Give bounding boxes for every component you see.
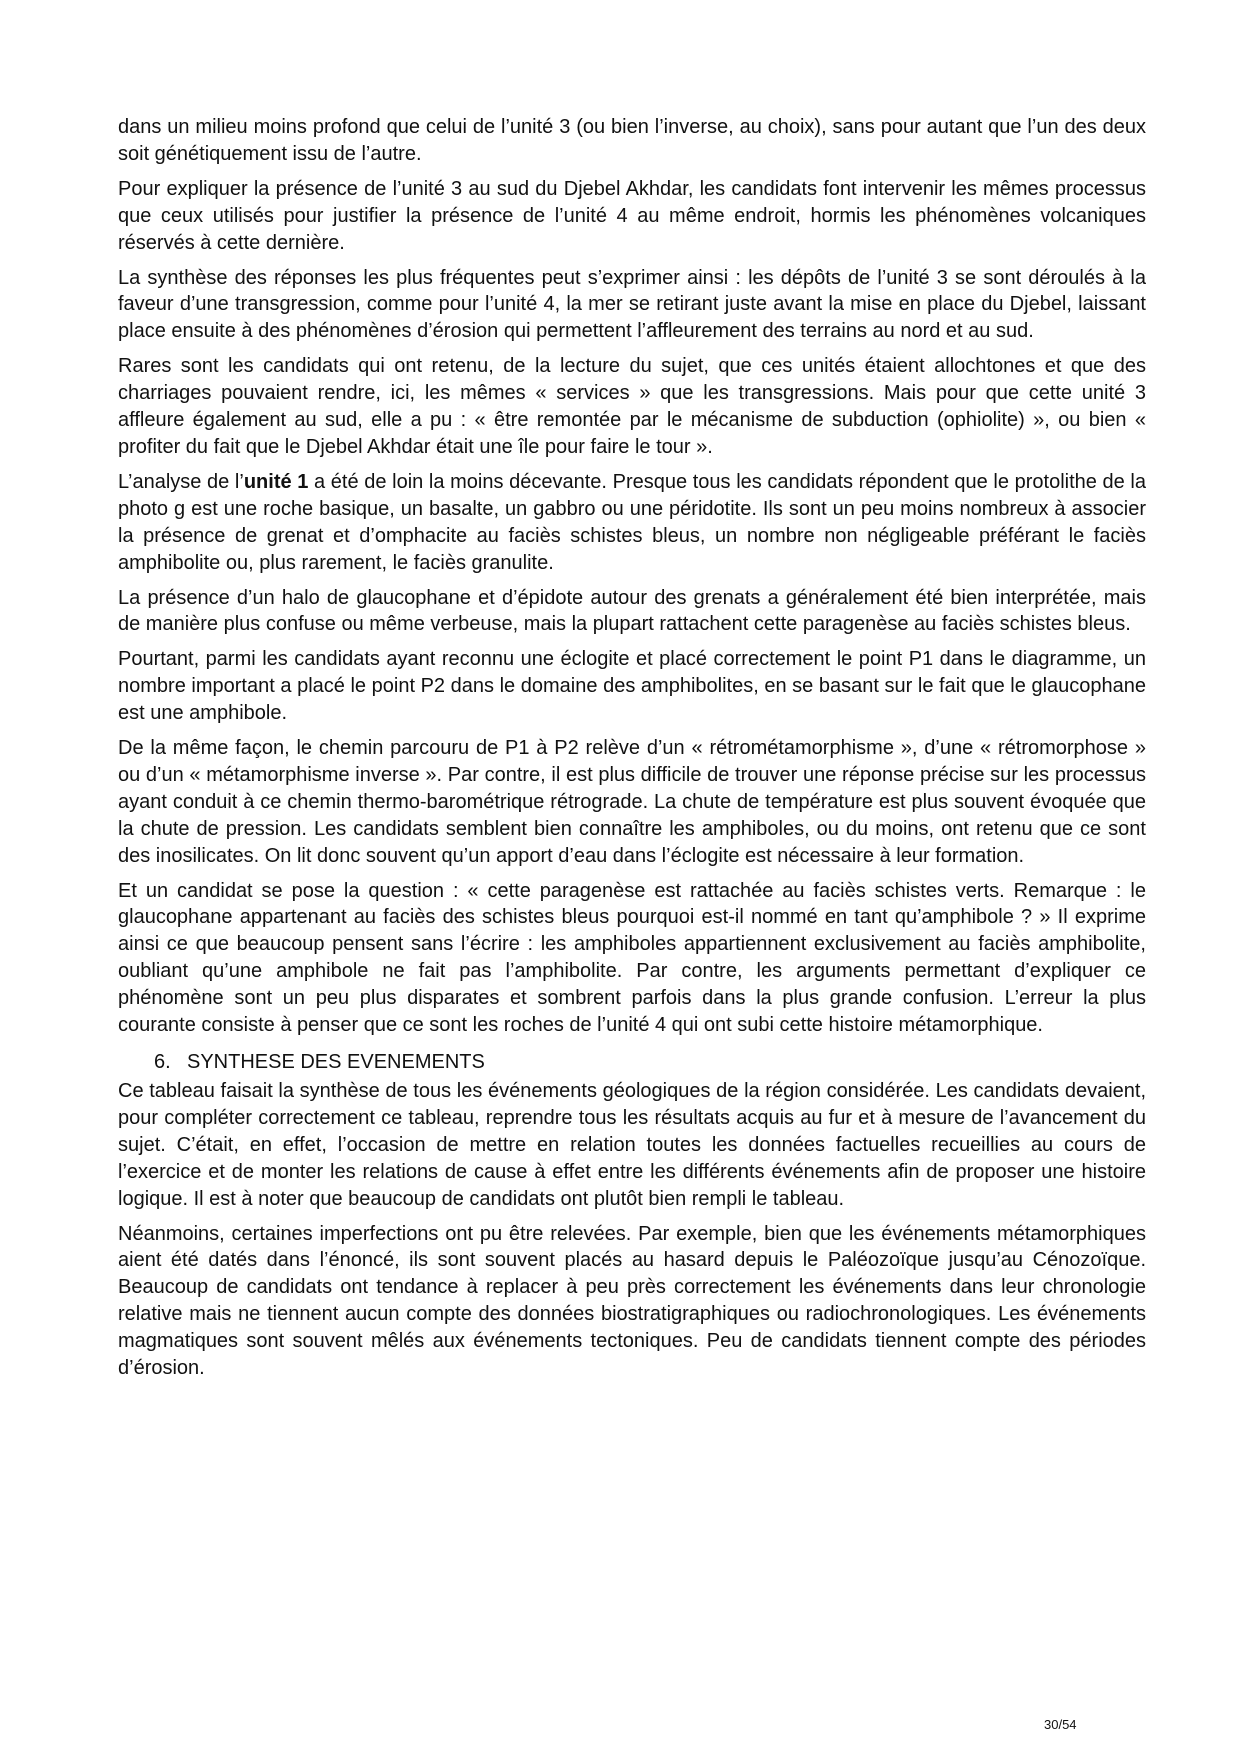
- paragraph-eclogite-p1-p2: Pourtant, parmi les candidats ayant reconnu une éclogite et placé correctement le point P1 dans le diagramme, un nombre important a placé le point P2 dans le domaine des amphibolites, en se basant sur le fait que le glaucophane est une amphibole.: [118, 648, 1146, 725]
- paragraph-glaucophane-halo: La présence d’un halo de glaucophane et d’épidote autour des grenats a généralement été bien interprétée, mais de manière plus confuse ou même verbeuse, mais la plupart rattachent cette paragenèse au faciès schistes bleus.: [118, 586, 1146, 636]
- unit1-rest-text: a été de loin la moins décevante. Presque tous les candidats répondent que le protolithe de la photo g est une roche basique, un basalte, un gabbro ou une péridotite. Ils sont un peu moins nombreux à associer la présence de grenat et d’omphacite au faciès schistes bleus, un nombre non négligeable préférant le faciès amphibolite ou, plus rarement, le faciès granulite.: [118, 470, 1146, 574]
- unit1-bold-label: unité 1: [243, 470, 309, 493]
- paragraph-synthesis-answers: La synthèse des réponses les plus fréquentes peut s’exprimer ainsi : les dépôts de l’unité 3 se sont déroulés à la faveur d’une transgression, comme pour l’unité 4, la mer se retirant juste avant la mise en place du Djebel, laissant place ensuite à des phénomènes d’érosion qui permettent l’affleurement des terrains au nord et au sud.: [118, 266, 1146, 343]
- document-page: [118, 114, 1146, 1390]
- paragraph-allochthonous-units: Rares sont les candidats qui ont retenu, de la lecture du sujet, que ces unités étaient allochtones et que des charriages pouvaient rendre, ici, les mêmes « services » que les transgressions. Mais pour que cette unité 3 affleure également au sud, elle a pu : « être remontée par le mécanisme de subduction (ophiolite) », ou bien « profiter du fait que le Djebel Akhdar était une île pour faire le tour ».: [118, 355, 1146, 458]
- section-heading: [118, 1049, 1146, 1076]
- paragraph-unit3-south: Pour expliquer la présence de l’unité 3 au sud du Djebel Akhdar, les candidats font intervenir les mêmes processus que ceux utilisés pour justifier la présence de l’unité 4 au même endroit, hormis les phénomènes volcaniques réservés à cette dernière.: [118, 177, 1146, 254]
- unit1-intro-text: L’analyse de l’: [118, 470, 244, 493]
- paragraph-candidate-question: Et un candidat se pose la question : « cette paragenèse est rattachée au faciès schistes verts. Remarque : le glaucophane appartenant au faciès des schistes bleus pourquoi est-il nommé en tant qu’amphibole ? » Il exprime ainsi ce que beaucoup pensent sans l’écrire : les amphiboles appartiennent exclusivement au faciès amphibolite, oubliant qu’une amphibole ne fait pas l’amphibolite. Par contre, les arguments permettant d’expliquer ce phénomène sont un peu plus disparates et sombrent parfois dans la plus grande confusion. L’erreur la plus courante consiste à penser que ce sont les roches de l’unité 4 qui ont subi cette histoire métamorphique.: [118, 879, 1146, 1037]
- section-title: SYNTHESE DES EVENEMENTS: [187, 1051, 485, 1073]
- paragraph-unit1-analysis: [118, 469, 1146, 577]
- paragraph-retrometamorphism: De la même façon, le chemin parcouru de P1 à P2 relève d’un « rétrométamorphisme », d’une « rétromorphose » ou d’un « métamorphisme inverse ». Par contre, il est plus difficile de trouver une réponse précise sur les processus ayant conduit à ce chemin thermo-barométrique rétrograde. La chute de température est plus souvent évoquée que la chute de pression. Les candidats semblent bien connaître les amphiboles, ou du moins, ont retenu que ce sont des inosilicates. On lit donc souvent qu’un apport d’eau dans l’éclogite est nécessaire à leur formation.: [118, 737, 1146, 867]
- section-number: 6.: [154, 1051, 171, 1073]
- paragraph-unit3-depth: dans un milieu moins profond que celui de l’unité 3 (ou bien l’inverse, au choix), sans pour autant que l’un des deux soit génétiquement issu de l’autre.: [118, 116, 1146, 165]
- paragraph-imperfections: Néanmoins, certaines imperfections ont pu être relevées. Par exemple, bien que les événements métamorphiques aient été datés dans l’énoncé, ils sont souvent placés au hasard depuis le Paléozoïque jusqu’au Cénozoïque. Beaucoup de candidats ont tendance à replacer à peu près correctement les événements dans leur chronologie relative mais ne tiennent aucun compte des données biostratigraphiques ou radiochronologiques. Les événements magmatiques sont souvent mêlés aux événements tectoniques. Peu de candidats tiennent compte des périodes d’érosion.: [118, 1222, 1146, 1380]
- page-number: 30/54: [1044, 1717, 1077, 1732]
- paragraph-table-synthesis: Ce tableau faisait la synthèse de tous les événements géologiques de la région considérée. Les candidats devaient, pour compléter correctement ce tableau, reprendre tous les résultats acquis au fur et à mesure de l’avancement du sujet. C’était, en effet, l’occasion de mettre en relation toutes les données factuelles recueillies au cours de l’exercice et de monter les relations de cause à effet entre les différents événements afin de proposer une histoire logique. Il est à noter que beaucoup de candidats ont plutôt bien rempli le tableau.: [118, 1080, 1146, 1210]
